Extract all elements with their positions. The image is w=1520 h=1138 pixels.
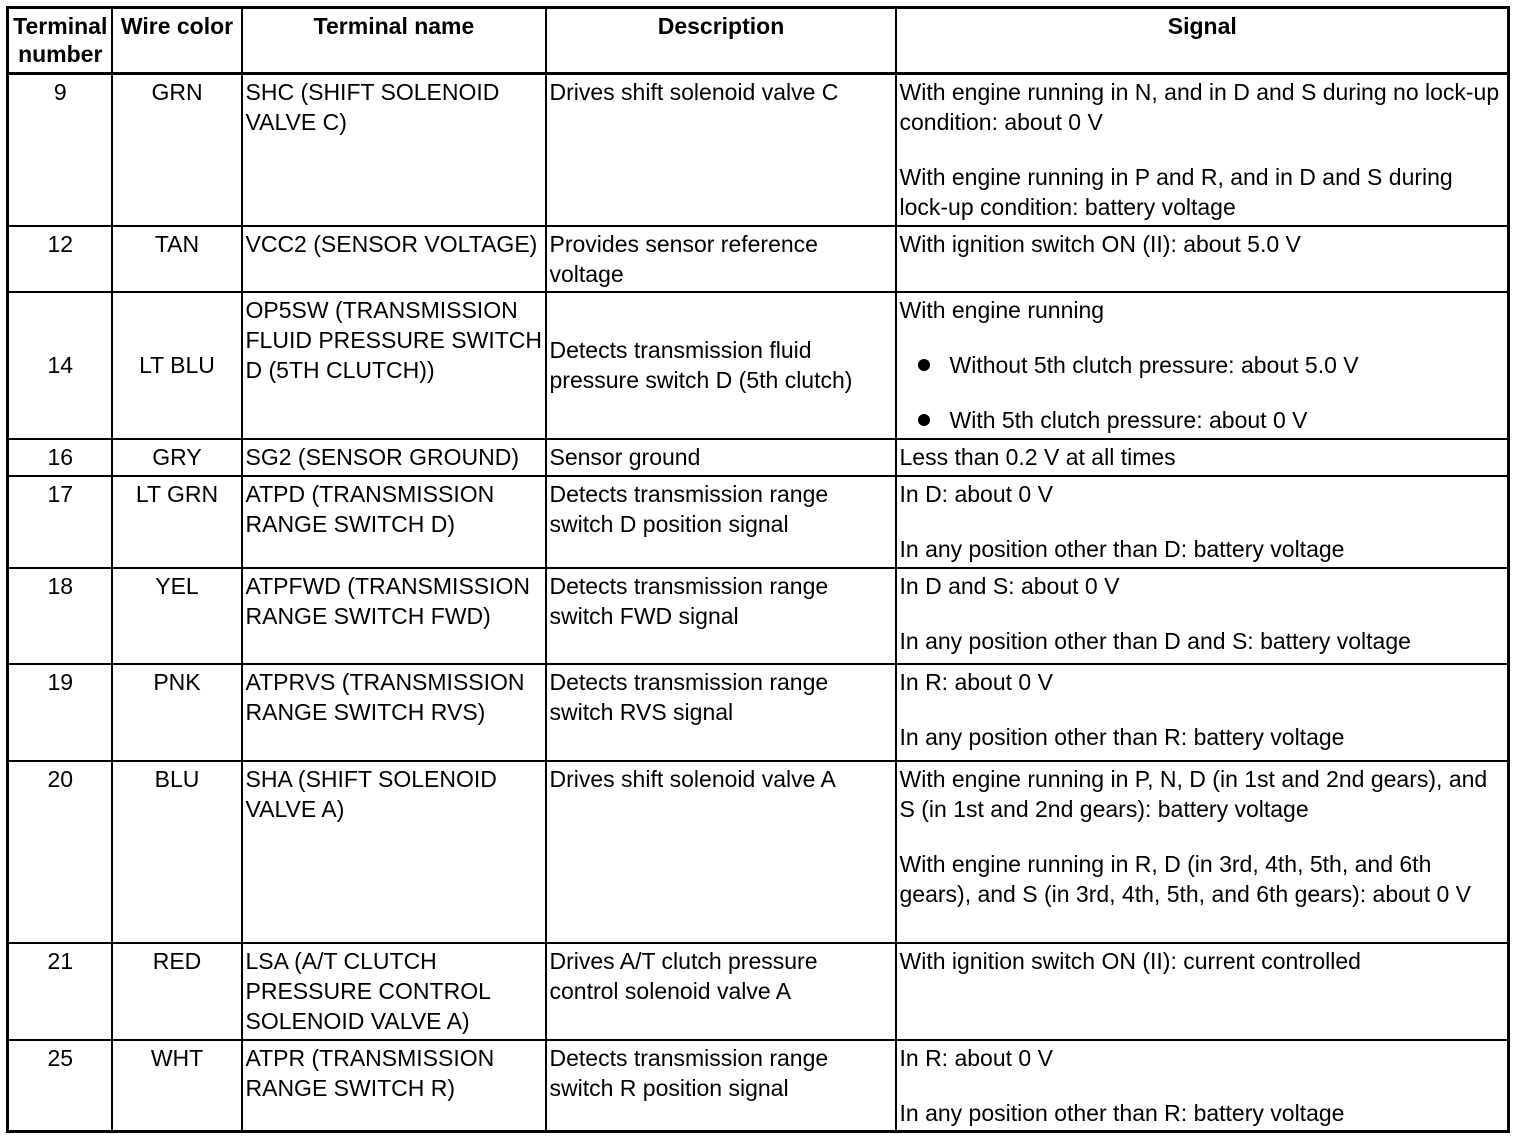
wire-color: WHT bbox=[112, 1040, 242, 1132]
terminal-name: ATPFWD (TRANSMISSION RANGE SWITCH FWD) bbox=[242, 568, 546, 664]
signal-line: Less than 0.2 V at all times bbox=[899, 443, 1176, 470]
signal bbox=[896, 761, 1509, 943]
header-description: Description bbox=[546, 8, 896, 74]
terminal-name: LSA (A/T CLUTCH PRESSURE CONTROL SOLENOID VALVE A) bbox=[242, 943, 546, 1040]
bullet-text: Without 5th clutch pressure: about 5.0 V bbox=[949, 351, 1359, 378]
terminal-number: 16 bbox=[8, 439, 112, 476]
description: Drives shift solenoid valve C bbox=[546, 74, 896, 226]
signal-line: In any position other than D: battery voltage bbox=[899, 535, 1345, 562]
wire-color: YEL bbox=[112, 568, 242, 664]
terminal-number: 9 bbox=[8, 74, 112, 226]
signal-line: With engine running in P, N, D (in 1st and 2nd gears), and S (in 1st and 2nd gears): battery voltage bbox=[899, 765, 1488, 822]
description: Provides sensor reference voltage bbox=[546, 226, 896, 292]
description: Detects transmission range switch D position signal bbox=[546, 476, 896, 568]
table-row bbox=[8, 1040, 1509, 1132]
signal bbox=[896, 74, 1509, 226]
table-row bbox=[8, 292, 1509, 439]
signal-line: With engine running in R, D (in 3rd, 4th, 5th, and 6th gears), and S (in 3rd, 4th, 5th, and 6th gears): about 0 V bbox=[899, 850, 1472, 907]
terminal-table bbox=[6, 6, 1510, 1133]
terminal-number: 21 bbox=[8, 943, 112, 1040]
table-row bbox=[8, 568, 1509, 664]
description: Detects transmission fluid pressure switch D (5th clutch) bbox=[546, 292, 896, 439]
terminal-name: SHA (SHIFT SOLENOID VALVE A) bbox=[242, 761, 546, 943]
description: Drives shift solenoid valve A bbox=[546, 761, 896, 943]
terminal-number: 25 bbox=[8, 1040, 112, 1132]
table-row bbox=[8, 476, 1509, 568]
signal bbox=[896, 476, 1509, 568]
terminal-number: 20 bbox=[8, 761, 112, 943]
wire-color: LT GRN bbox=[112, 476, 242, 568]
terminal-name: ATPD (TRANSMISSION RANGE SWITCH D) bbox=[242, 476, 546, 568]
description: Detects transmission range switch RVS signal bbox=[546, 664, 896, 761]
header-wire-color: Wire color bbox=[112, 8, 242, 74]
wire-color: RED bbox=[112, 943, 242, 1040]
list-item bbox=[900, 350, 1506, 380]
signal bbox=[896, 943, 1509, 1040]
header-terminal-name: Terminal name bbox=[242, 8, 546, 74]
terminal-number: 14 bbox=[8, 292, 112, 439]
header-terminal-number: Terminal number bbox=[8, 8, 112, 74]
signal-line: In D and S: about 0 V bbox=[899, 572, 1120, 599]
signal-line: In any position other than R: battery voltage bbox=[899, 723, 1345, 750]
signal-line: In any position other than R: battery voltage bbox=[899, 1099, 1345, 1126]
signal-line: With engine running in N, and in D and S during no lock-up condition: about 0 V bbox=[899, 79, 1500, 135]
wire-color: PNK bbox=[112, 664, 242, 761]
terminal-number: 19 bbox=[8, 664, 112, 761]
table-row bbox=[8, 226, 1509, 292]
terminal-number: 17 bbox=[8, 476, 112, 568]
header-row bbox=[8, 8, 1509, 74]
signal-line: In any position other than D and S: battery voltage bbox=[899, 627, 1411, 654]
signal bbox=[896, 664, 1509, 761]
wire-color: GRN bbox=[112, 74, 242, 226]
wire-color: LT BLU bbox=[112, 292, 242, 439]
wire-color: TAN bbox=[112, 226, 242, 292]
description: Sensor ground bbox=[546, 439, 896, 476]
table-row bbox=[8, 74, 1509, 226]
terminal-name: SG2 (SENSOR GROUND) bbox=[242, 439, 546, 476]
wire-color: BLU bbox=[112, 761, 242, 943]
terminal-number: 12 bbox=[8, 226, 112, 292]
bullet-text: With 5th clutch pressure: about 0 V bbox=[949, 406, 1308, 433]
terminal-name: ATPRVS (TRANSMISSION RANGE SWITCH RVS) bbox=[242, 664, 546, 761]
description: Detects transmission range switch R position signal bbox=[546, 1040, 896, 1132]
wire-color: GRY bbox=[112, 439, 242, 476]
terminal-number: 18 bbox=[8, 568, 112, 664]
table-row bbox=[8, 761, 1509, 943]
description: Drives A/T clutch pressure control solenoid valve A bbox=[546, 943, 896, 1040]
description: Detects transmission range switch FWD signal bbox=[546, 568, 896, 664]
signal-line: In D: about 0 V bbox=[899, 480, 1053, 507]
signal bbox=[896, 292, 1509, 439]
terminal-name: ATPR (TRANSMISSION RANGE SWITCH R) bbox=[242, 1040, 546, 1132]
table-row bbox=[8, 664, 1509, 761]
table-row bbox=[8, 943, 1509, 1040]
signal-bullet-list bbox=[900, 350, 1506, 435]
signal-line: With engine running bbox=[899, 296, 1105, 323]
signal-line: With ignition switch ON (II): current controlled bbox=[899, 947, 1361, 974]
signal-line: With engine running in P and R, and in D and S during lock-up condition: battery voltage bbox=[899, 164, 1453, 220]
header-signal: Signal bbox=[896, 8, 1509, 74]
signal bbox=[896, 226, 1509, 292]
terminal-name: VCC2 (SENSOR VOLTAGE) bbox=[242, 226, 546, 292]
signal bbox=[896, 1040, 1509, 1132]
bullet-icon bbox=[918, 359, 930, 371]
table-row bbox=[8, 439, 1509, 476]
signal-line: With ignition switch ON (II): about 5.0 V bbox=[899, 230, 1301, 257]
signal-line: In R: about 0 V bbox=[899, 668, 1053, 695]
terminal-name: OP5SW (TRANSMISSION FLUID PRESSURE SWITCH D (5TH CLUTCH)) bbox=[242, 292, 546, 439]
bullet-icon bbox=[918, 414, 930, 426]
signal-line: In R: about 0 V bbox=[899, 1044, 1053, 1071]
signal bbox=[896, 568, 1509, 664]
signal bbox=[896, 439, 1509, 476]
terminal-name: SHC (SHIFT SOLENOID VALVE C) bbox=[242, 74, 546, 226]
list-item bbox=[900, 405, 1506, 435]
